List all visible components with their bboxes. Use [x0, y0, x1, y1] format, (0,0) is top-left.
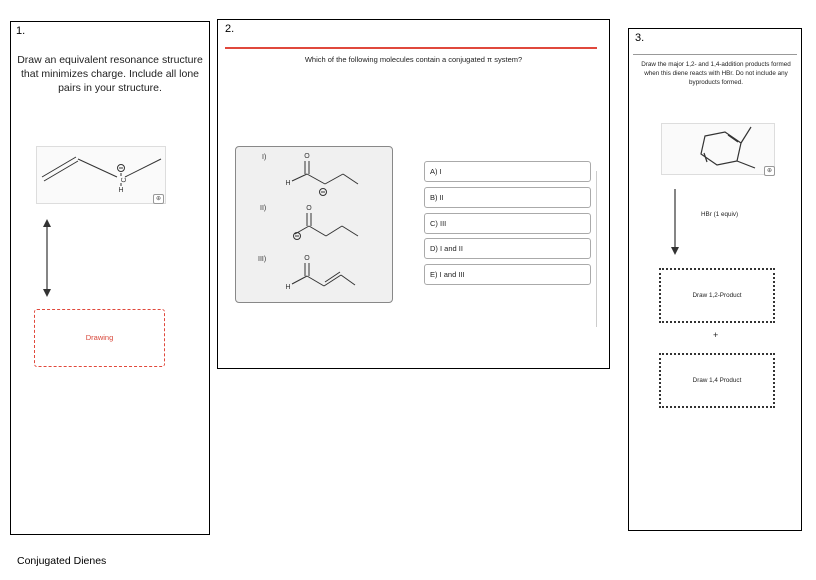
atom-o: O	[306, 205, 312, 212]
answer-option-e[interactable]: E) I and III	[424, 264, 591, 285]
atom-c: C	[120, 177, 128, 183]
molecule-label: I)	[262, 154, 267, 161]
question-prompt: Draw the major 1,2- and 1,4-addition products formed when this diene reacts with HBr. Do not include any byproducts formed.	[641, 61, 791, 86]
atom-h: H	[285, 284, 291, 291]
bond	[42, 157, 76, 177]
plus-sign: +	[713, 330, 719, 340]
atom-h: H	[118, 187, 124, 194]
answer-option-c[interactable]: C) III	[424, 213, 591, 234]
zoom-icon[interactable]: ⊕	[153, 194, 164, 204]
molecule-box	[36, 146, 166, 204]
question-text: Which of the following molecules contain a conjugated π system?	[304, 55, 523, 64]
question-number: 2.	[225, 23, 235, 35]
molecule-drawings	[236, 147, 394, 304]
molecule-box	[661, 123, 775, 175]
molecule-label: II)	[260, 205, 267, 212]
atom-o: O	[304, 153, 310, 160]
page-caption: Conjugated Dienes	[17, 555, 107, 567]
question-panel-1	[10, 21, 210, 535]
drawing-area[interactable]	[34, 309, 165, 367]
reagent-label: HBr (1 equiv)	[701, 211, 739, 218]
zoom-icon[interactable]: ⊕	[764, 166, 775, 176]
cyclohexadiene-ring	[701, 132, 741, 165]
bond	[78, 159, 117, 177]
question-panel-2	[217, 19, 610, 369]
answer-option-a[interactable]: A) I	[424, 161, 591, 182]
diene-molecule	[662, 124, 774, 174]
bond	[125, 159, 161, 177]
molecule-panel	[235, 146, 393, 303]
down-arrow-icon	[669, 189, 681, 255]
draw-14-product-box[interactable]: Draw 1,4 Product	[659, 353, 775, 408]
answer-option-b[interactable]: B) II	[424, 187, 591, 208]
answer-option-d[interactable]: D) I and II	[424, 238, 591, 259]
question-prompt: Draw an equivalent resonance structure that minimizes charge. Include all lone pairs in your structure.	[17, 54, 203, 94]
double-headed-arrow-icon	[41, 219, 53, 297]
divider	[633, 54, 797, 55]
accent-divider	[225, 47, 597, 49]
atom-o: O	[304, 255, 310, 262]
drawing-label: Drawing	[85, 333, 114, 342]
bond	[44, 161, 78, 181]
question-number: 3.	[635, 32, 645, 44]
question-panel-3	[628, 28, 802, 531]
question-number: 1.	[16, 25, 26, 37]
molecule-label: III)	[258, 256, 267, 263]
scrollbar-track[interactable]	[596, 171, 597, 327]
draw-12-product-box[interactable]: Draw 1,2-Product	[659, 268, 775, 323]
atom-h: H	[285, 180, 291, 187]
resonance-molecule	[37, 147, 165, 203]
